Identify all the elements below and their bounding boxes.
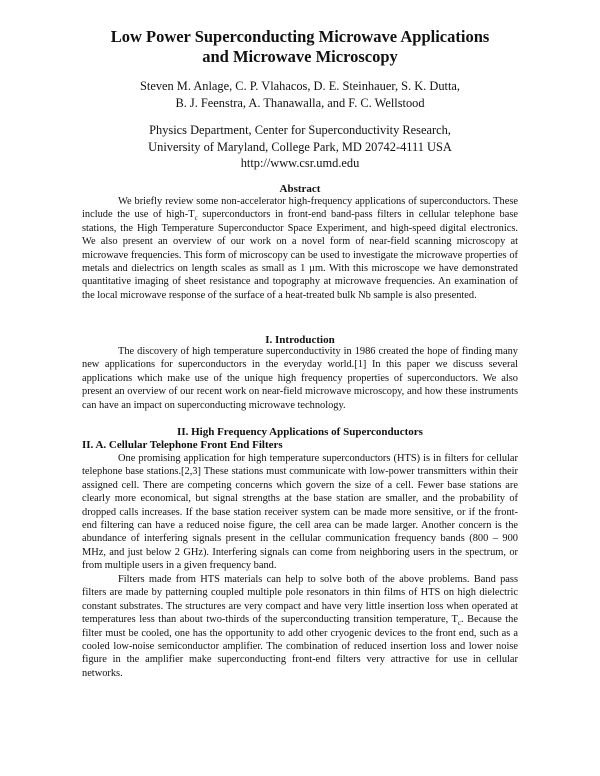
author-list (60, 78, 540, 112)
affiliation-line-1: Physics Department, Center for Superconductivity Research, (149, 123, 451, 137)
introduction-heading: I. Introduction (265, 334, 335, 346)
abstract-heading: Abstract (279, 183, 321, 195)
affiliation-url[interactable]: http://www.csr.umd.edu (240, 156, 360, 170)
abstract-text-part-2: superconductors in front-end band-pass filters in cellular telephone base stations, the High Temperature Superconductor Space Experiment, and high-speed digital electronics. We also present an overview of our work on a novel form of near-field scanning microscopy at microwave frequencies. This form of microscopy can be used to investigate the microwave properties of metals and dielectrics on length scales as small as 1 µm. With this microscope we have demonstrated quantitative imaging of sheet resistance and topography at microwave frequencies. An examination of the local microwave response of the surface of a heat-treated bulk Nb sample is also presented. (82, 209, 518, 301)
section-2a-subheading: II. A. Cellular Telephone Front End Filters (82, 439, 283, 451)
title-line-1: Low Power Superconducting Microwave Applications (110, 27, 490, 46)
section-2-heading: II. High Frequency Applications of Superconductors (177, 426, 423, 438)
introduction-text: The discovery of high temperature superconductivity in 1986 created the hope of finding many new applications for superconductors in the everyday world.[1] In this paper we discuss several applications which make use of the unique high frequency properties of superconductors. We also present an overview of our recent work on near-field microwave microscopy, and how these instruments can have an impact on superconducting microwave technology. (82, 346, 518, 411)
paragraph-2-part-1: Filters made from HTS materials can help to solve both of the above problems. Band pass filters are made by patterning coupled multiple pole resonators in thin films of HTS on high dielectric constant substrates. The structures are very compact and have very little insertion loss when operated at temperatures less than about two-thirds of the superconducting transition temperature, T (82, 574, 518, 626)
paragraph-2-subscript: c (457, 619, 462, 628)
affiliation (60, 122, 540, 172)
paper-title (60, 27, 540, 67)
affiliation-line-2: University of Maryland, College Park, MD 20742-4111 USA (148, 139, 452, 154)
abstract-subscript: c (194, 214, 198, 223)
section-2a-paragraph-2 (82, 573, 518, 680)
authors-line-1: Steven M. Anlage, C. P. Vlahacos, D. E. Steinhauer, S. K. Dutta, (139, 79, 461, 93)
paragraph-2-part-2: . Because the filter must be cooled, one has the opportunity to add other cryogenic devices to the front end, such as a cooled low-noise semiconductor amplifier. The combination of reduced insertion loss and lower noise figure in the amplifier make superconducting front-end filters very attractive for use in cellular networks. (82, 614, 518, 679)
authors-line-2: B. J. Feenstra, A. Thanawalla, and F. C. Wellstood (175, 96, 425, 110)
title-line-2: and Microwave Microscopy (202, 47, 398, 66)
section-2a-paragraph-1: One promising application for high temperature superconductors (HTS) is in filters for cellular telephone base stations.[2,3] These stations must communicate with low-power transmitters within their assigned cell. There are competing concerns which govern the size of a cell. Fewer base stations are clearly more economical, but signal strengths at the base station are smaller, and the probability of dropped calls increases. If the base station receiver system can be made more sensitive, or if the front-end filtering can have a reduced noise figure, the cell area can be made larger. Another concern is the abundance of interfering signals present in the cellular communication frequency bands (800 – 900 MHz, and just below 2 GHz). Interfering signals can come from neighboring users in the spectrum, or from multiple users in a given frequency band. (82, 453, 518, 572)
abstract-text-part-1: We briefly review some non-accelerator high-frequency applications of superconductors. These include the use of high-T (82, 196, 518, 221)
abstract-text (82, 195, 518, 302)
